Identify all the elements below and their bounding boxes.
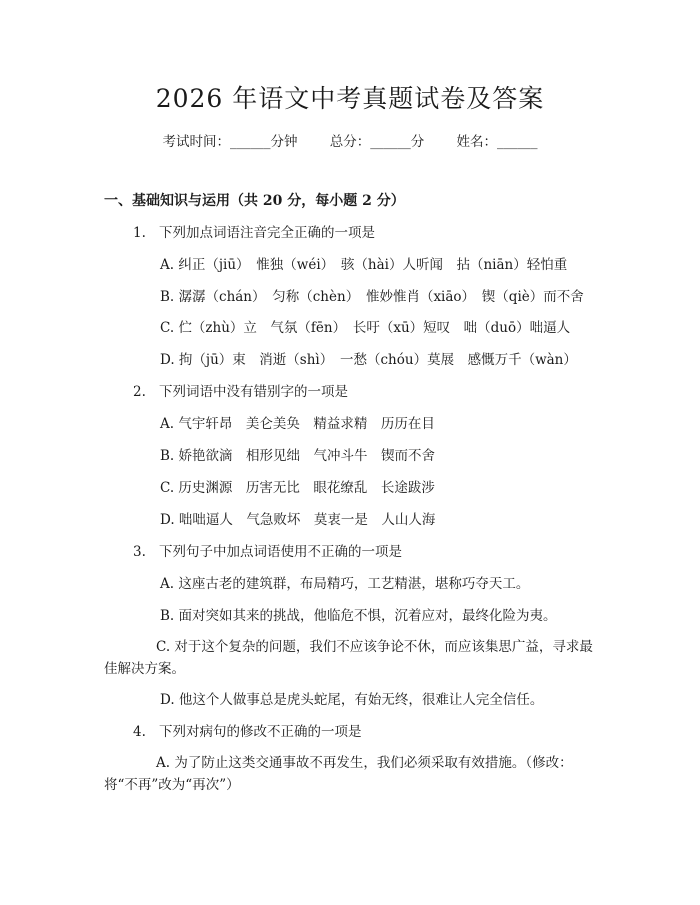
q1-option-d: D. 拘（jū）束 消逝（shì） 一愁（chóu）莫展 感慨万千（wàn） xyxy=(160,352,577,368)
question-stem: 下列词语中没有错别字的一项是 xyxy=(159,384,348,400)
q3-option-d: D. 他这个人做事总是虎头蛇尾，有始无终，很难让人完全信任。 xyxy=(160,692,544,708)
exam-meta xyxy=(0,132,700,152)
question-number: 4. xyxy=(133,724,146,740)
question-1 xyxy=(133,223,375,243)
q1-option-b: B. 潺潺（chán） 匀称（chèn） 惟妙惟肖（xiāo） 锲（qiè）而不舍 xyxy=(160,289,584,305)
exam-time-field: 考试时间：______分钟 xyxy=(162,134,298,150)
q1-option-a: A. 纠正（jiū） 惟独（wéi） 骇（hài）人听闻 拈（niān）轻怕重 xyxy=(160,257,568,273)
section-heading: 一、基础知识与运用（共 20 分，每小题 2 分） xyxy=(104,193,405,209)
question-stem: 下列对病句的修改不正确的一项是 xyxy=(159,724,362,740)
question-3 xyxy=(133,542,402,562)
student-name-field: 姓名：______ xyxy=(456,134,538,150)
question-2 xyxy=(133,382,348,402)
q2-option-c: C. 历史渊源 历害无比 眼花缭乱 长途跋涉 xyxy=(160,480,435,496)
question-number: 1. xyxy=(133,225,146,241)
question-stem: 下列加点词语注音完全正确的一项是 xyxy=(159,225,375,241)
q4-option-a: A. 为了防止这类交通事故不再发生，我们必须采取有效措施。（修改：将“不再”改为“再次”） xyxy=(104,755,573,793)
total-score-field: 总分：______分 xyxy=(329,134,425,150)
q3-option-b: B. 面对突如其来的挑战，他临危不惧，沉着应对，最终化险为夷。 xyxy=(160,608,557,624)
question-number: 2. xyxy=(133,384,146,400)
exam-title: 2026 年语文中考真题试卷及答案 xyxy=(155,84,545,113)
q1-option-c: C. 伫（zhù）立 气氛（fēn） 长吁（xū）短叹 咄（duō）咄逼人 xyxy=(160,320,571,336)
q2-option-b: B. 娇艳欲滴 相形见绌 气冲斗牛 锲而不舍 xyxy=(160,448,436,464)
q2-option-a: A. 气宇轩昂 美仑美奂 精益求精 历历在目 xyxy=(160,416,435,432)
q3-option-a: A. 这座古老的建筑群，布局精巧，工艺精湛，堪称巧夺天工。 xyxy=(160,576,530,592)
question-stem: 下列句子中加点词语使用不正确的一项是 xyxy=(159,544,402,560)
question-4 xyxy=(133,722,362,742)
q2-option-d: D. 咄咄逼人 气急败坏 莫衷一是 人山人海 xyxy=(160,512,436,528)
question-number: 3. xyxy=(133,544,146,560)
q3-option-c: C. 对于这个复杂的问题，我们不应该争论不休，而应该集思广益，寻求最佳解决方案。 xyxy=(104,639,593,677)
